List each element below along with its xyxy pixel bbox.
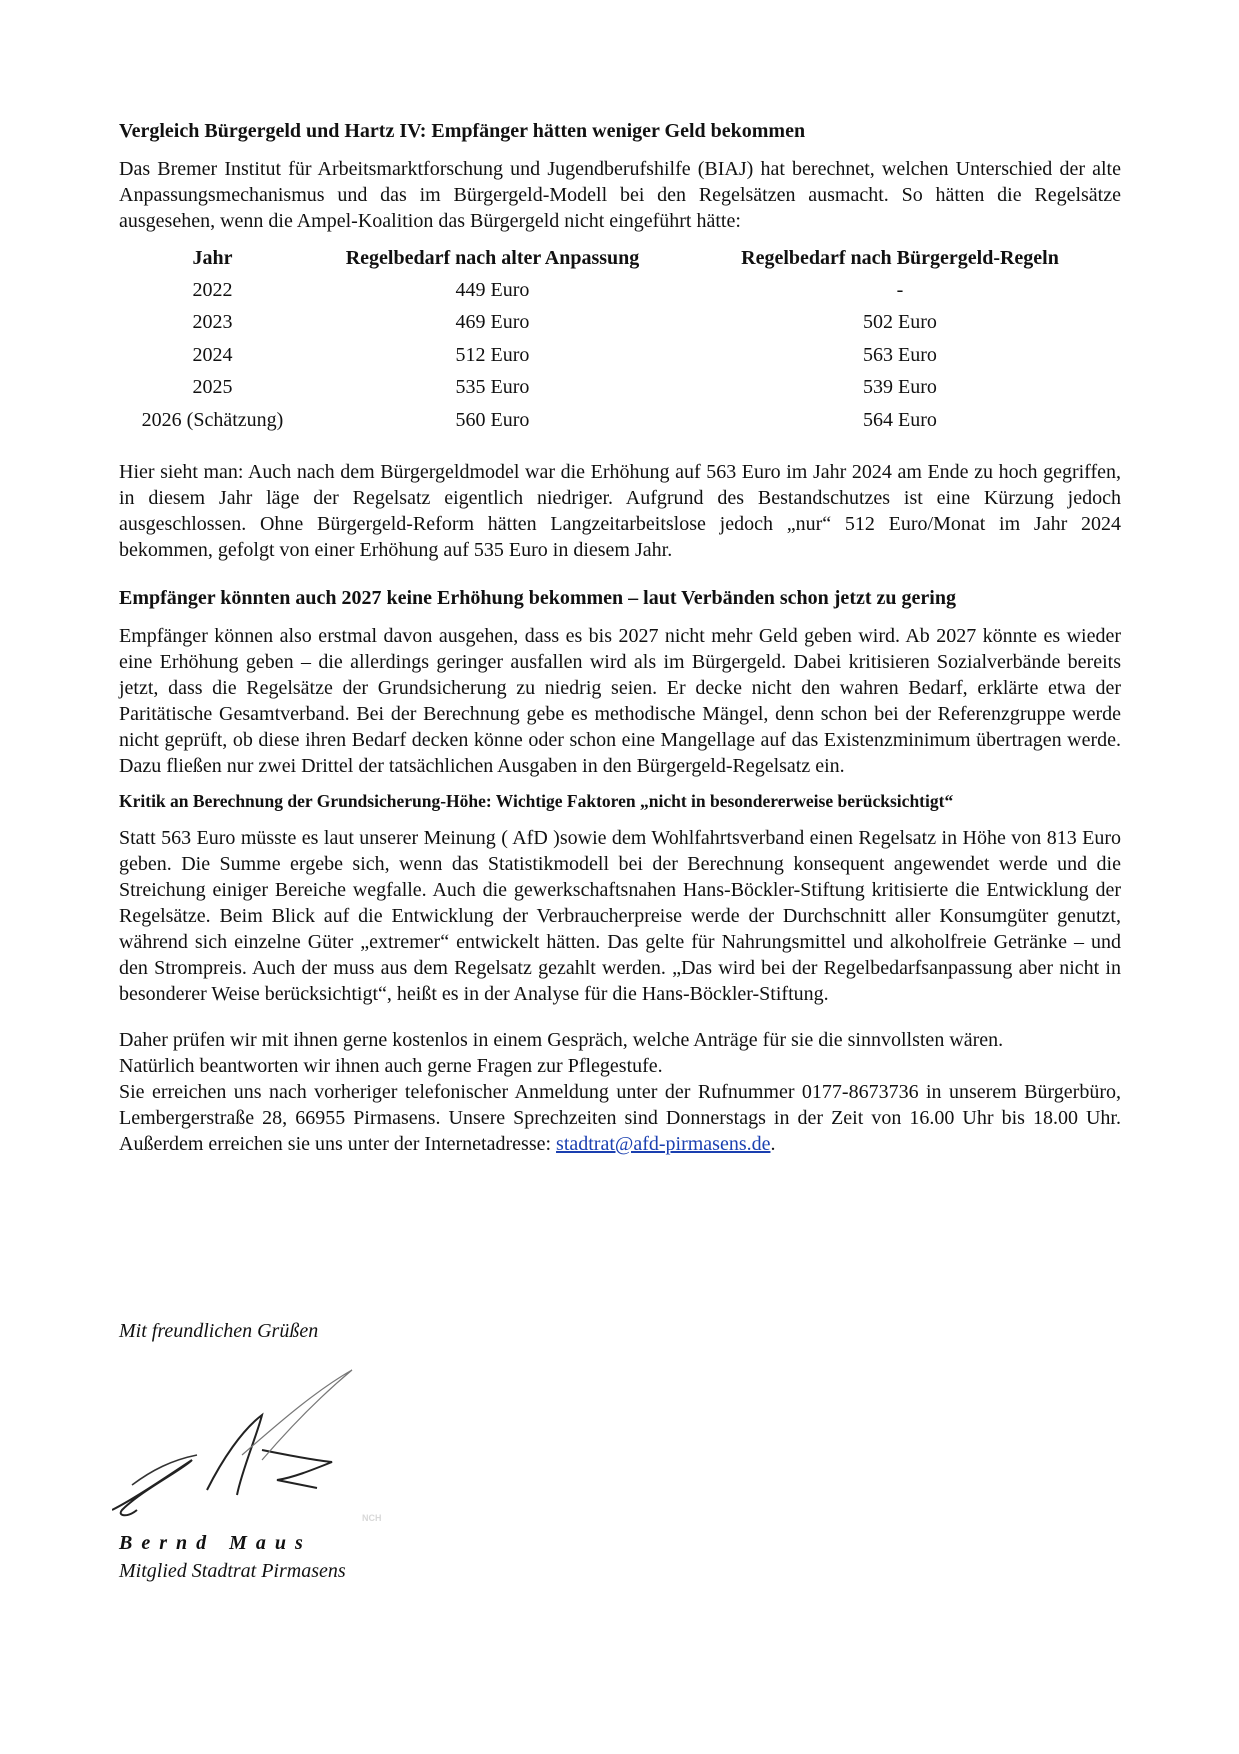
stamp-mark: NCH: [362, 1513, 382, 1523]
section2-body: Empfänger können also erstmal davon ausgehen, dass es bis 2027 nicht mehr Geld geben wird. Ab 2027 könnte es wieder eine Erhöhung geben – die allerdings geringer ausfallen wird als im Bürgergeld. Dabei kritisieren Sozialverbände bereits jetzt, dass die Regelsätze der Grundsicherung zu niedrig seien. Er decke nicht den wahren Bedarf, erklärte etwa der Paritätische Gesamtverband. Bei der Berechnung gebe es methodische Mängel, denn schon bei der Referenzgruppe werde nicht geprüft, ob diese ihren Bedarf decken könne oder schon eine Mangellage auf das Existenzminimum übertragen werde. Dazu fließen nur zwei Drittel der tatsächlichen Ausgaben in den Bürgergeld-Regelsatz ein.: [119, 624, 1121, 777]
table-cell-new: 564 Euro: [863, 408, 937, 431]
table-cell-new: -: [896, 278, 904, 301]
table-cell-year: 2025: [192, 376, 233, 399]
table-cell-year: 2024: [192, 343, 233, 366]
section3-heading: Kritik an Berechnung der Grundsicherung-Höhe: Wichtige Faktoren „nicht in besondererweise berücksichtigt“: [119, 790, 954, 811]
table-cell-old: 512 Euro: [455, 343, 530, 366]
table-cell-old: 535 Euro: [455, 376, 530, 399]
table-cell-year: 2023: [192, 311, 233, 334]
table-header-new: Regelbedarf nach Bürgergeld-Regeln: [741, 246, 1059, 269]
section3-body: Statt 563 Euro müsste es laut unserer Meinung ( AfD )sowie dem Wohlfahrtsverband einen Regelsatz in Höhe von 813 Euro geben. Die Summe ergebe sich, wenn das Statistikmodell bei der Berechnung konsequent angewendet werde und die Streichung einiger Bereiche wegfalle. Auch die gewerkschaftsnahen Hans-Böckler-Stiftung kritisierte die Entwicklung der Regelsätze. Beim Blick auf die Entwicklung der Verbraucherpreise werde der Durchschnitt aller Konsumgüter genutzt, während sich einzelne Güter „extremer“ entwickelt hätten. Das gelte für Nahrungsmittel und alkoholfreie Getränke – und den Strompreis. Auch der muss aus dem Regelsatz gezahlt werden. „Das wird bei der Regelbedarfsanpassung aber nicht in besonderer Weise berücksichtigt“, heißt es in der Analyse für die Hans-Böckler-Stiftung.: [119, 826, 1121, 1005]
table-cell-old: 560 Euro: [455, 408, 530, 431]
section1-summary: Hier sieht man: Auch nach dem Bürgergeldmodel war die Erhöhung auf 563 Euro im Jahr 2024 am Ende zu hoch gegriffen, in diesem Jahr läge der Regelsatz eigentlich niedriger. Aufgrund des Bestandschutzes ist eine Kürzung jedoch ausgeschlossen. Ohne Bürgergeld-Reform hätten Langzeitarbeitslose jedoch „nur“ 512 Euro/Monat im Jahr 2024 bekommen, gefolgt von einer Erhöhung auf 535 Euro in diesem Jahr.: [119, 460, 1121, 561]
table-row: [119, 404, 1121, 437]
table-row: [119, 372, 1121, 405]
signature-image: [112, 1360, 392, 1530]
email-link[interactable]: stadtrat@afd-pirmasens.de: [556, 1132, 771, 1155]
closing-greeting: Mit freundlichen Grüßen: [119, 1320, 319, 1342]
letter-body: [119, 118, 1121, 1157]
table-cell-new: 539 Euro: [863, 376, 937, 399]
table-row: [119, 339, 1121, 372]
table-cell-old: 469 Euro: [455, 311, 530, 334]
signer-role: Mitglied Stadtrat Pirmasens: [119, 1560, 346, 1582]
table-row: [119, 307, 1121, 340]
table-cell-old: 449 Euro: [455, 278, 530, 301]
section1-intro: Das Bremer Institut für Arbeitsmarktforschung und Jugendberufshilfe (BIAJ) hat berechnet, welchen Unterschied der alte Anpassungsmechanismus und das im Bürgergeld-Modell bei den Regelsätzen ausmacht. So hätten die Regelsätze ausgesehen, wenn die Ampel-Koalition das Bürgergeld nicht eingeführt hätte:: [119, 158, 1121, 232]
contact-paragraph-3: [119, 1079, 1121, 1157]
signer-name: Bernd Maus: [119, 1532, 312, 1554]
section2-heading: Empfänger könnten auch 2027 keine Erhöhung bekommen – laut Verbänden schon jetzt zu gering: [119, 586, 956, 609]
table-cell-new: 502 Euro: [863, 311, 937, 334]
table-header-row: [119, 242, 1121, 274]
contact-paragraph-1: Daher prüfen wir mit ihnen gerne kostenlos in einem Gespräch, welche Anträge für sie die sinnvollsten wären.: [119, 1028, 1004, 1051]
contact-period: .: [770, 1132, 776, 1155]
table-header-year: Jahr: [192, 246, 233, 269]
table-header-old: Regelbedarf nach alter Anpassung: [345, 246, 640, 269]
regelbedarf-table: [119, 242, 1121, 437]
contact-paragraph-2: Natürlich beantworten wir ihnen auch gerne Fragen zur Pflegestufe.: [119, 1054, 663, 1077]
table-cell-new: 563 Euro: [863, 343, 937, 366]
section1-heading: Vergleich Bürgergeld und Hartz IV: Empfänger hätten weniger Geld bekommen: [119, 120, 806, 142]
table-row: [119, 274, 1121, 307]
table-cell-year: 2026 (Schätzung): [141, 408, 284, 431]
table-cell-year: 2022: [192, 278, 233, 301]
contact-text: Sie erreichen uns nach vorheriger telefonischer Anmeldung unter der Rufnummer 0177-8673736 in unserem Bürgerbüro, Lembergerstraße 28, 66955 Pirmasens. Unsere Sprechzeiten sind Donnerstags in der Zeit von 16.00 Uhr bis 18.00 Uhr. Außerdem erreichen sie uns unter der Internetadresse:: [119, 1080, 1121, 1155]
